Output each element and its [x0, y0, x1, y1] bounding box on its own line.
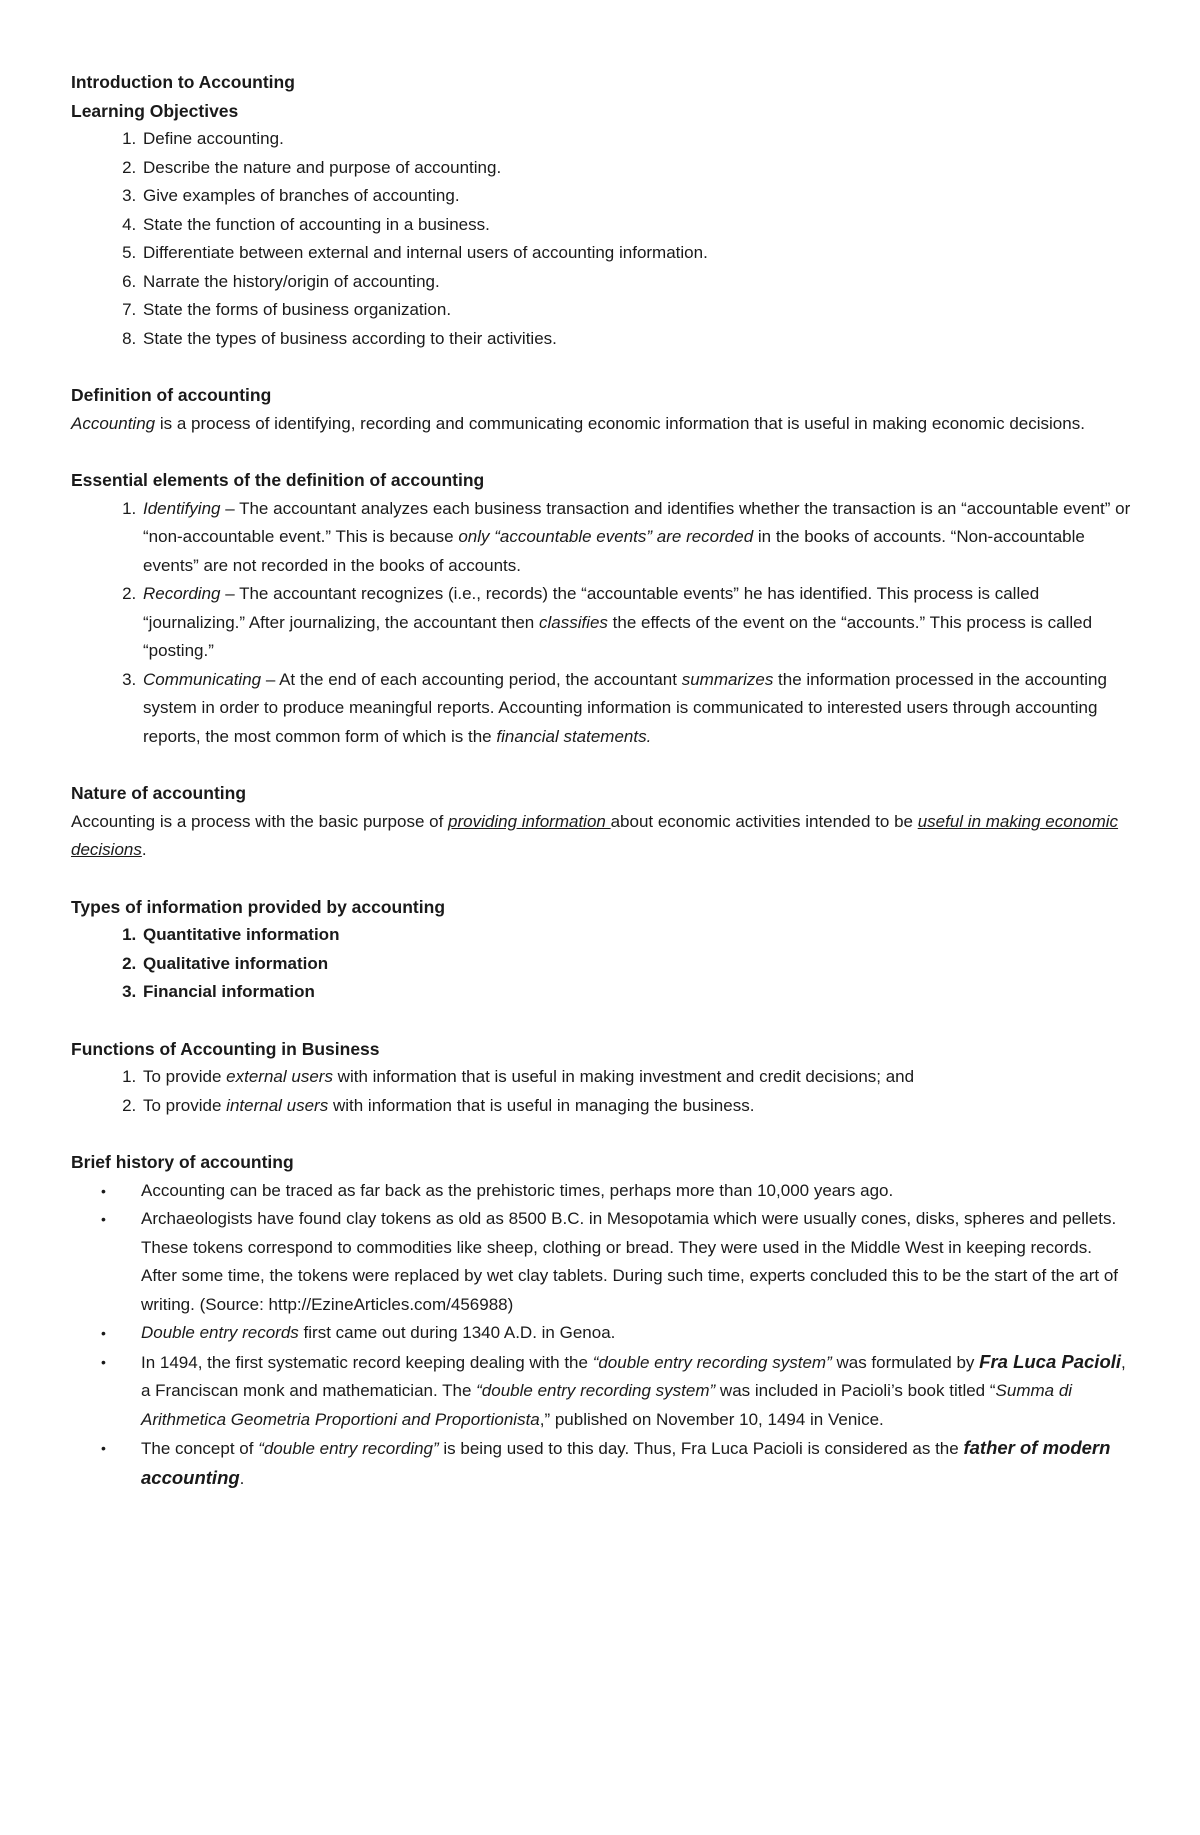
nature-paragraph: Accounting is a process with the basic purpose of providing information about economic activities intended to be useful in making economic decisions. — [71, 811, 1119, 859]
definition-heading: Definition of accounting — [71, 385, 272, 405]
list-item: 2. Qualitative information — [141, 950, 1131, 979]
definition-paragraph: Accounting is a process of identifying, recording and communicating economic information that is useful in making economic decisions. — [71, 413, 1085, 433]
list-item: 1. To provide external users with information that is useful in making investment and credit decisions; and — [141, 1063, 1131, 1092]
list-item: 5. Differentiate between external and internal users of accounting information. — [141, 239, 1131, 268]
objectives-list — [71, 125, 1131, 353]
types-list — [71, 921, 1131, 1007]
list-item: 4. State the function of accounting in a business. — [141, 211, 1131, 240]
list-item: 2. Recording – The accountant recognizes (i.e., records) the “accountable events” he has identified. This process is called “journalizing.” After journalizing, the accountant then classifies the effects of the event on the “accounts.” This process is called “posting.” — [141, 580, 1131, 666]
list-item: • Accounting can be traced as far back as the prehistoric times, perhaps more than 10,000 years ago. — [141, 1177, 1131, 1206]
functions-heading: Functions of Accounting in Business — [71, 1038, 380, 1059]
types-heading: Types of information provided by accounting — [71, 896, 446, 917]
history-list — [71, 1177, 1131, 1494]
list-item: 3. Communicating – At the end of each accounting period, the accountant summarizes the information processed in the accounting system in order to produce meaningful reports. Accounting information is communicated to interested users through accounting reports, the most common form of which is the financial statements. — [141, 666, 1131, 752]
list-item: 2. To provide internal users with information that is useful in managing the business. — [141, 1092, 1131, 1121]
list-item: 3. Financial information — [141, 978, 1131, 1007]
list-item: 1. Define accounting. — [141, 125, 1131, 154]
list-item: 6. Narrate the history/origin of accounting. — [141, 268, 1131, 297]
list-item: 1. Quantitative information — [141, 921, 1131, 950]
list-item: • The concept of “double entry recording” is being used to this day. Thus, Fra Luca Pacioli is considered as the father of modern accounting. — [141, 1434, 1131, 1493]
list-item: • Double entry records first came out during 1340 A.D. in Genoa. — [141, 1319, 1131, 1348]
essential-list — [71, 495, 1131, 752]
list-item: 7. State the forms of business organization. — [141, 296, 1131, 325]
list-item: 3. Give examples of branches of accounting. — [141, 182, 1131, 211]
functions-list — [71, 1063, 1131, 1120]
nature-heading: Nature of accounting — [71, 783, 247, 803]
document-page — [71, 68, 1131, 1493]
document-title: Introduction to Accounting — [71, 72, 295, 92]
list-item: 1. Identifying – The accountant analyzes each business transaction and identifies whether the transaction is an “accountable event” or “non-accountable event.” This is because only “accountable events” are recorded in the books of accounts. “Non-accountable events” are not recorded in the books of accounts. — [141, 495, 1131, 581]
history-heading: Brief history of accounting — [71, 1152, 294, 1172]
list-item: 8. State the types of business according to their activities. — [141, 325, 1131, 354]
list-item: • In 1494, the first systematic record keeping dealing with the “double entry recording system” was formulated by Fra Luca Pacioli, a Franciscan monk and mathematician. The “double entry recording system” was included in Pacioli’s book titled “Summa di Arithmetica Geometria Proportioni and Proportionista,” published on November 10, 1494 in Venice. — [141, 1348, 1131, 1435]
objectives-heading: Learning Objectives — [71, 100, 239, 121]
essential-heading: Essential elements of the definition of accounting — [71, 470, 485, 490]
list-item: • Archaeologists have found clay tokens as old as 8500 B.C. in Mesopotamia which were usually cones, disks, spheres and pellets. These tokens correspond to commodities like sheep, clothing or bread. They were used in the Middle West in keeping records. After some time, the tokens were replaced by wet clay tablets. During such time, experts concluded this to be the start of the art of writing. (Source: http://EzineArticles.com/456988) — [141, 1205, 1131, 1319]
list-item: 2. Describe the nature and purpose of accounting. — [141, 154, 1131, 183]
